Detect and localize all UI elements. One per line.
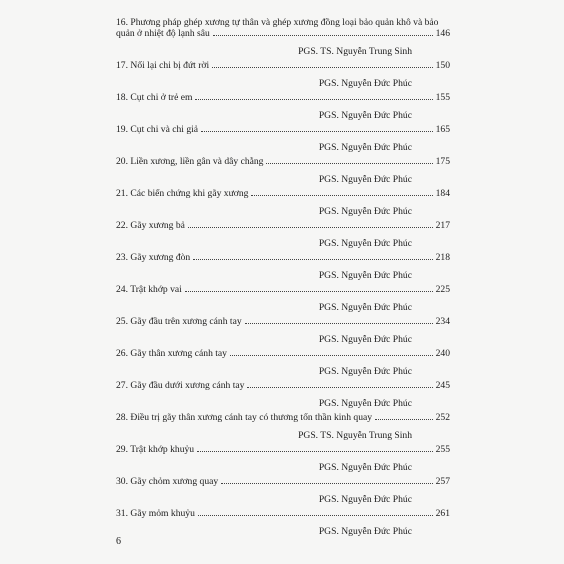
toc-entry — [116, 444, 450, 473]
toc-entry — [116, 380, 450, 409]
toc-entry-title — [116, 444, 450, 455]
toc-entry-title — [116, 252, 450, 263]
toc-entry-title-text: 30. Gãy chỏm xương quay — [116, 476, 219, 487]
toc-entry-page: 261 — [435, 508, 450, 519]
toc-entry-author: PGS. Nguyễn Đức Phúc — [318, 142, 412, 153]
dot-leader — [212, 67, 432, 68]
toc-entry — [116, 60, 450, 89]
toc-entry-author: PGS. Nguyễn Đức Phúc — [318, 270, 412, 281]
toc-entry — [116, 508, 450, 537]
toc-entry-page: 245 — [435, 380, 450, 391]
toc-entry-page: 225 — [435, 284, 450, 295]
toc-entry-title-line — [116, 476, 450, 487]
toc-entry-author: PGS. Nguyễn Đức Phúc — [318, 78, 412, 89]
toc-entry — [116, 156, 450, 185]
dot-leader — [193, 259, 432, 260]
toc-entry-author: PGS. Nguyễn Đức Phúc — [318, 462, 412, 473]
dot-leader — [188, 227, 433, 228]
toc-entry-page: 175 — [435, 156, 450, 167]
toc-entry — [116, 476, 450, 505]
toc-entry-author: PGS. Nguyễn Đức Phúc — [318, 110, 412, 121]
toc-entry-title — [116, 380, 450, 391]
toc-entry-page: 165 — [435, 124, 450, 135]
toc-entry-title-text: 17. Nối lại chi bị đứt rời — [116, 60, 210, 71]
toc-entry-title-text: 29. Trật khớp khuỷu — [116, 444, 195, 455]
toc-entry-title-line — [116, 92, 450, 103]
toc-entry-title-text: 22. Gãy xương bả — [116, 220, 185, 231]
toc-entry-title-text: 23. Gãy xương đòn — [116, 252, 191, 263]
toc-entry-title — [116, 316, 450, 327]
toc-entry-author: PGS. TS. Nguyễn Trung Sinh — [298, 430, 412, 441]
toc-entry-title-line — [116, 380, 450, 391]
toc-entry-title — [116, 220, 450, 231]
toc-entry-title — [116, 348, 450, 359]
page-number: 6 — [116, 536, 121, 547]
toc-entry-title-text: 21. Các biến chứng khi gãy xương — [116, 188, 249, 199]
toc-entry — [116, 220, 450, 249]
toc-entry-title-text: 26. Gãy thân xương cánh tay — [116, 348, 227, 359]
toc-entry — [116, 252, 450, 281]
toc-entry-title-text: 28. Điều trị gãy thân xương cánh tay có thương tổn thần kinh quay — [116, 412, 373, 423]
toc-entry-title-line — [116, 188, 450, 199]
toc-entry-title-line — [116, 348, 450, 359]
toc-entry — [116, 188, 450, 217]
toc-entry — [116, 412, 450, 441]
toc-entry-author: PGS. Nguyễn Đức Phúc — [318, 494, 412, 505]
toc-entry-page: 257 — [435, 476, 450, 487]
toc-entry-title-line — [116, 508, 450, 519]
dot-leader — [195, 99, 432, 100]
toc-entry-title-line — [116, 444, 450, 455]
toc-entry-author: PGS. Nguyễn Đức Phúc — [318, 206, 412, 217]
toc-entry-title-line — [116, 412, 450, 423]
toc-entry-author: PGS. Nguyễn Đức Phúc — [318, 334, 412, 345]
toc-entry-title — [116, 476, 450, 487]
toc-entry-title-line — [116, 284, 450, 295]
toc-entry-page: 217 — [435, 220, 450, 231]
toc-entry-title-text: 18. Cụt chi ở trẻ em — [116, 92, 193, 103]
toc-entry-title — [116, 92, 450, 103]
toc-entry — [116, 124, 450, 153]
dot-leader — [245, 323, 433, 324]
toc-entry-title-line — [116, 220, 450, 231]
toc-entry — [116, 92, 450, 121]
toc-entry-title — [116, 508, 450, 519]
toc-entry-title-text: 20. Liền xương, liền gân và dây chằng — [116, 156, 264, 167]
toc-entry-author: PGS. Nguyễn Đức Phúc — [318, 526, 412, 537]
toc-entry-page: 240 — [435, 348, 450, 359]
toc-entry-title-line — [116, 316, 450, 327]
toc-entry-title — [116, 60, 450, 71]
toc-entry-page: 150 — [435, 60, 450, 71]
toc-entry-author: PGS. TS. Nguyễn Trung Sinh — [298, 46, 412, 57]
dot-leader — [247, 387, 432, 388]
toc-entry-title-line — [116, 60, 450, 71]
toc-entry-title — [116, 412, 450, 423]
toc-entry-title-line — [116, 252, 450, 263]
toc-entry-title — [116, 284, 450, 295]
toc-entry-page: 234 — [435, 316, 450, 327]
dot-leader — [185, 291, 433, 292]
toc-entry-title — [116, 156, 450, 167]
dot-leader — [230, 355, 433, 356]
toc-entry-title-text: 24. Trật khớp vai — [116, 284, 182, 295]
toc-entry-title — [116, 17, 450, 39]
dot-leader — [213, 35, 433, 36]
dot-leader — [375, 419, 433, 420]
dot-leader — [198, 515, 433, 516]
toc-entry-page: 146 — [435, 28, 450, 39]
toc-entry-page: 155 — [435, 92, 450, 103]
toc-entry-title — [116, 188, 450, 199]
toc-entry-title-text: 25. Gãy đầu trên xương cánh tay — [116, 316, 242, 327]
toc-entry-author: PGS. Nguyễn Đức Phúc — [318, 366, 412, 377]
toc-entry-page: 218 — [435, 252, 450, 263]
toc-entry-title-line: 16. Phương pháp ghép xương tự thân và ghép xương đồng loại bảo quản khô và bảo — [116, 17, 439, 28]
toc-entry-title-text: 31. Gãy mỏm khuỷu — [116, 508, 195, 519]
toc-entry-author: PGS. Nguyễn Đức Phúc — [318, 238, 412, 249]
toc-entry-author: PGS. Nguyễn Đức Phúc — [318, 302, 412, 313]
toc-entry — [116, 17, 450, 57]
dot-leader — [221, 483, 432, 484]
dot-leader — [197, 451, 433, 452]
toc-entry-page: 255 — [435, 444, 450, 455]
toc-entry-title-line — [116, 124, 450, 135]
dot-leader — [201, 131, 433, 132]
toc-entry — [116, 348, 450, 377]
toc-entry-title — [116, 124, 450, 135]
dot-leader — [251, 195, 432, 196]
toc-entry-page: 252 — [435, 412, 450, 423]
toc-entry-title-text: 19. Cụt chi và chi giả — [116, 124, 199, 135]
toc-entry-title-text: 27. Gãy đầu dưới xương cánh tay — [116, 380, 245, 391]
toc-entry-author: PGS. Nguyễn Đức Phúc — [318, 398, 412, 409]
toc-entry — [116, 316, 450, 345]
toc-entry-author: PGS. Nguyễn Đức Phúc — [318, 174, 412, 185]
toc-entry-title-line — [116, 156, 450, 167]
toc-entry-title-line — [116, 28, 450, 39]
dot-leader — [266, 163, 432, 164]
toc-entry-title-text: quản ở nhiệt độ lạnh sâu — [116, 28, 210, 39]
toc-entry-page: 184 — [435, 188, 450, 199]
toc-entry — [116, 284, 450, 313]
